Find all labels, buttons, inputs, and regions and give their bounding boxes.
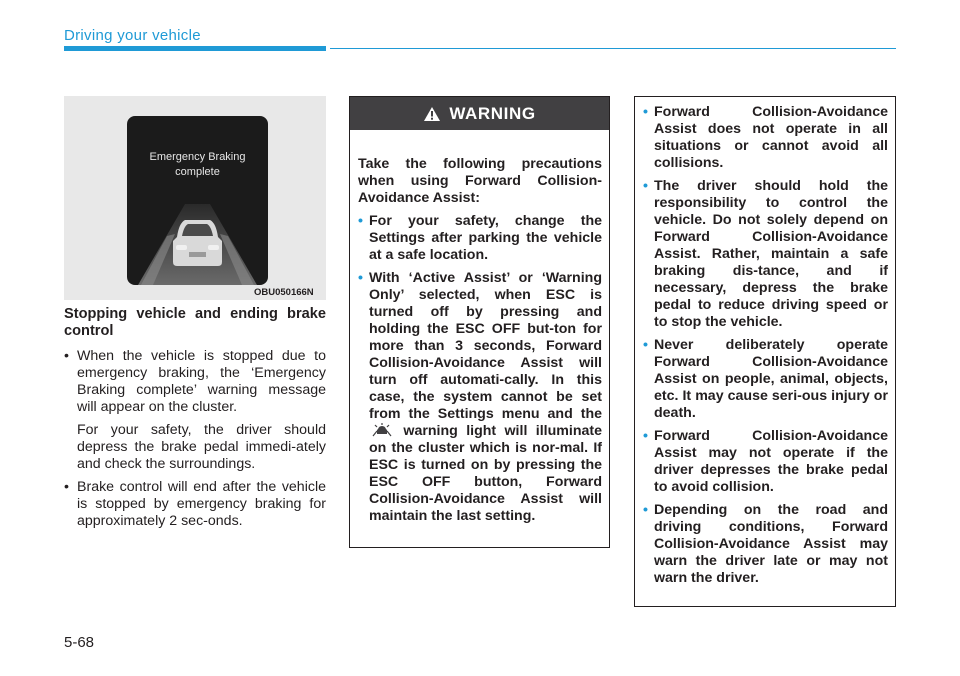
warning-bullet: • The driver should hold the responsibility to control the vehicle. Do not solely depend on Forward Collision-Avoidance Assist. Rather, maintain a safe braking dis-tance, and if necessary, depress the brake pedal to reduce driving speed or to stop the vehicle. [643, 178, 888, 331]
header-rule-thin [330, 48, 896, 49]
warning-bullet: • Forward Collision-Avoidance Assist may not operate if the driver depresses the brake pedal to avoid collision. [643, 428, 888, 496]
left-column [64, 306, 326, 536]
warning-intro: Take the following precautions when using Forward Collision-Avoidance Assist: [358, 156, 602, 206]
warning-bullet-text-part1: With ‘Active Assist’ or ‘Warning Only’ selected, when ESC is turned off by pressing and holding the ESC OFF but-ton for more than 3 seconds, Forward Collision-Avoidance Assist will turn off automati-cally. In this case, the system cannot be set from the Settings menu and the [369, 270, 602, 422]
collision-warning-light-icon [369, 423, 395, 437]
page-number: 5-68 [64, 634, 95, 651]
car-on-road-icon [127, 116, 268, 285]
warning-bullet: • Depending on the road and driving conditions, Forward Collision-Avoidance Assist may warn the driver late or may not warn the driver. [643, 502, 888, 587]
warning-body [350, 130, 609, 525]
section-heading: Stopping vehicle and ending brake control [64, 306, 326, 339]
warning-triangle-icon [423, 106, 441, 122]
warning-bullet-text-part2: warning light will illuminate on the cluster which is nor-mal. If ESC is turned on by pressing the ESC OFF button, Forward Collision-Avoidance Assist will maintain the last setting. [369, 423, 602, 524]
figure-code: OBU050166N [254, 287, 314, 298]
display-message-line2: complete [175, 166, 220, 178]
list-item: • When the vehicle is stopped due to emergency braking, the ‘Emergency Braking complete’ warning message will appear on the cluster. [64, 348, 326, 416]
list-item-subtext: For your safety, the driver should depress the brake pedal immedi-ately and check the surroundings. [77, 422, 326, 472]
warning-bullet: • Never deliberately operate Forward Collision-Avoidance Assist on people, animal, objects, etc. It may cause seri-ous injury or death. [643, 337, 888, 422]
display-message-line1: Emergency Braking [149, 151, 246, 163]
warning-bullet: • For your safety, change the Settings after parking the vehicle at a safe location. [358, 213, 602, 264]
section-title: Driving your vehicle [64, 27, 201, 44]
warning-title: WARNING [449, 103, 536, 123]
list-item: • Brake control will end after the vehicle is stopped by emergency braking for approximately 2 sec-onds. [64, 479, 326, 530]
warning-bullet: • Forward Collision-Avoidance Assist does not operate in all situations or cannot avoid all collisions. [643, 104, 888, 172]
warning-body-continued [635, 97, 895, 587]
warning-header [350, 97, 609, 130]
warning-bullet [358, 270, 602, 525]
cluster-display [127, 116, 268, 285]
cluster-figure [64, 96, 326, 300]
warning-box-continued [634, 96, 896, 607]
warning-box [349, 96, 610, 548]
header-rule-thick [64, 46, 326, 51]
